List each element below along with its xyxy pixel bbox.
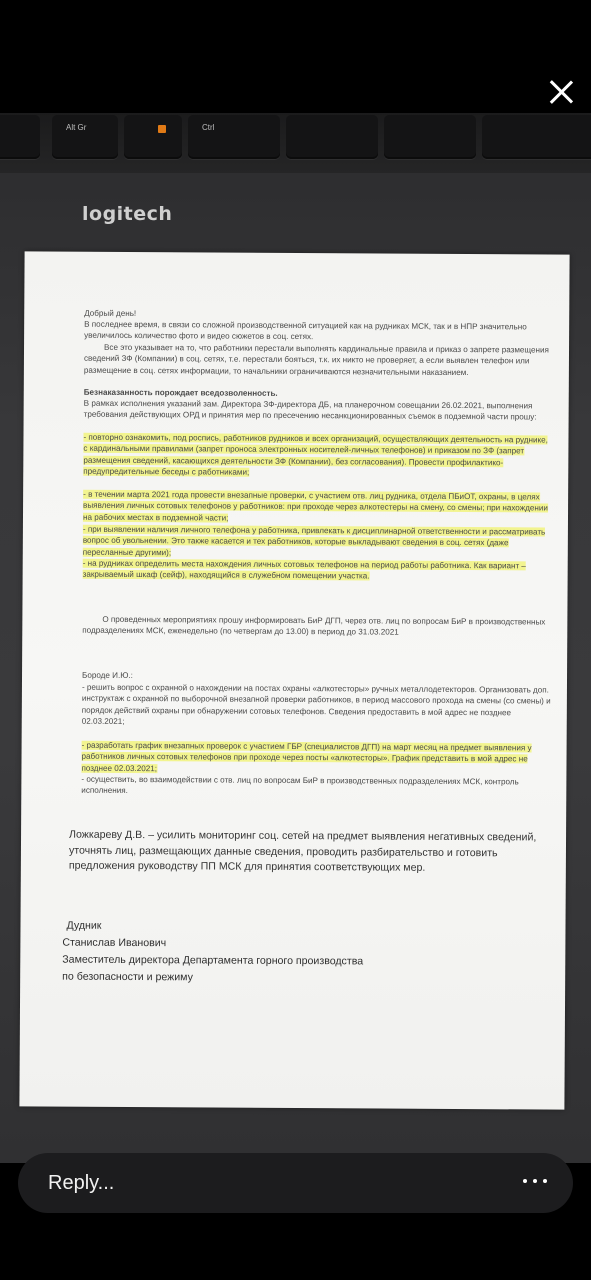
fn-lock-icon xyxy=(158,125,166,133)
key-altgr xyxy=(52,115,118,159)
list-item: - на рудниках определить места нахождения личных сотовых телефонов на период работы работника. Как вариант – закрываемый шкаф (сейф), находящийся в служебном помещении участка. xyxy=(82,558,526,581)
key xyxy=(286,115,378,159)
signer-title: Заместитель директора Департамента горного производства xyxy=(62,953,364,968)
paragraph: Ложкареву Д.В. – усилить мониторинг соц. сетей на предмет выявления негативных сведений, уточнять лиц, размещающих данные сведения, проводить разбирательство и готовить предложения руководству ПП МСК для принятия соответствующих мер. xyxy=(68,828,537,875)
signer-surname: Дудник xyxy=(66,919,102,932)
paragraph: В рамках исполнения указаний зам. Директора ЗФ-директора ДБ, на планерочном совещании 26.02.2021, выполнения требования действующих ОРД и принятия мер по пресечению несанкционированных съемок в подземной части прошу: xyxy=(83,398,537,422)
keyboard xyxy=(0,113,591,173)
list-item: - разработать график внезапных проверок с участием ГБР (специалистов ДГП) на март месяц на предмет выявления у работников личных сотовых телефонов при проходе через посты «алкотесторы». График представить в мой адрес не позднее 02.03.2021; xyxy=(81,740,532,773)
list-item: - решить вопрос с охранной о нахождении на постах охраны «алкотесторы» ручных металлодетекторов. Организовать доп. инструктаж с охранной по выборочной внезапной проверки работников, в период массового прохода на смены (со смены) и порядок действий охраны при обнаружении сотовых телефонов. Сведения предоставить в мой адрес не позднее 02.03.2021; xyxy=(81,682,551,726)
greeting: Добрый день! xyxy=(84,308,137,319)
document-paper xyxy=(19,251,569,1109)
document-photo xyxy=(0,113,591,1163)
brand-logo: logitech xyxy=(82,203,173,225)
key xyxy=(482,115,591,159)
key xyxy=(0,115,40,159)
document-body xyxy=(81,252,555,796)
addressee: Бороде И.Ю.: xyxy=(82,670,133,681)
bold-statement: Безнаказанность порождает вседозволенность. xyxy=(83,387,278,398)
list-item: - при выявлении наличия личного телефона у работника, привлекать к дисциплинарной ответственности и рассматривать вопрос об увольнении. Это также касается и тех работников, которые выкладывают сведения в соц. сетях (даже пересланные другими); xyxy=(82,524,546,557)
list-item: - повторно ознакомить, под роспись, работников рудников и всех организаций, осуществляющих деятельность на руднике, с кардинальными правилами (запрет проноса электронных носителей-личных телефонов) и приказом по ЗФ (запрет размещения сведений, касающихся деятельности ЗФ (Компании), без согласования). Провести профилактико-предупредительные беседы с работниками; xyxy=(83,432,548,477)
key-label: Alt Gr xyxy=(66,123,87,132)
key xyxy=(384,115,476,159)
reply-bar[interactable] xyxy=(18,1153,573,1213)
paragraph: О проведенных мероприятиях прошу информировать БиР ДГП, через отв. лиц по вопросам БиР в производственных подразделениях МСК, еженедельно (по четвергам до 13.00) в период до 31.03.2021 xyxy=(82,614,546,637)
paragraph: Все это указывает на то, что работники перестали выполнять кардинальные правила и приказ о запрете размещения сведений ЗФ (Компании) в соц. сетях, т.е. перестали бояться, т.к. их никто не проверяет, а если выявлен телефон или размещение в соц. сетях информации, то начальники ограничиваются незначительными наказанием. xyxy=(83,342,549,377)
signer-name: Станислав Иванович xyxy=(62,936,167,950)
reply-input[interactable]: Reply... xyxy=(48,1172,115,1194)
list-item: - в течении марта 2021 года провести внезапные проверки, с участием отв. лиц рудника, отдела ПБиОТ, охраны, в целях выявления личных сотовых телефонов у работников: при проходе через алкотестеры на смену, со смены; при нахождении на рабочих местах в подземной части; xyxy=(82,489,548,523)
signature-block xyxy=(62,918,363,988)
list-item: - осуществить, во взаимодействии с отв. лиц по вопросам БиР в производственных подразделениях МСК, контроль исполнения. xyxy=(81,774,519,796)
key-fn xyxy=(124,115,182,159)
paragraph: В последнее время, в связи со сложной производственной ситуацией как на рудниках МСК, так и в НПР значительно увеличилось количество фото и видео сюжетов в соц. сетях. xyxy=(84,319,527,342)
close-icon[interactable] xyxy=(545,76,577,108)
key-ctrl xyxy=(188,115,280,159)
signer-department: по безопасности и режиму xyxy=(62,970,193,984)
key-label: Ctrl xyxy=(202,123,215,132)
more-horizontal-icon[interactable] xyxy=(523,1171,547,1191)
